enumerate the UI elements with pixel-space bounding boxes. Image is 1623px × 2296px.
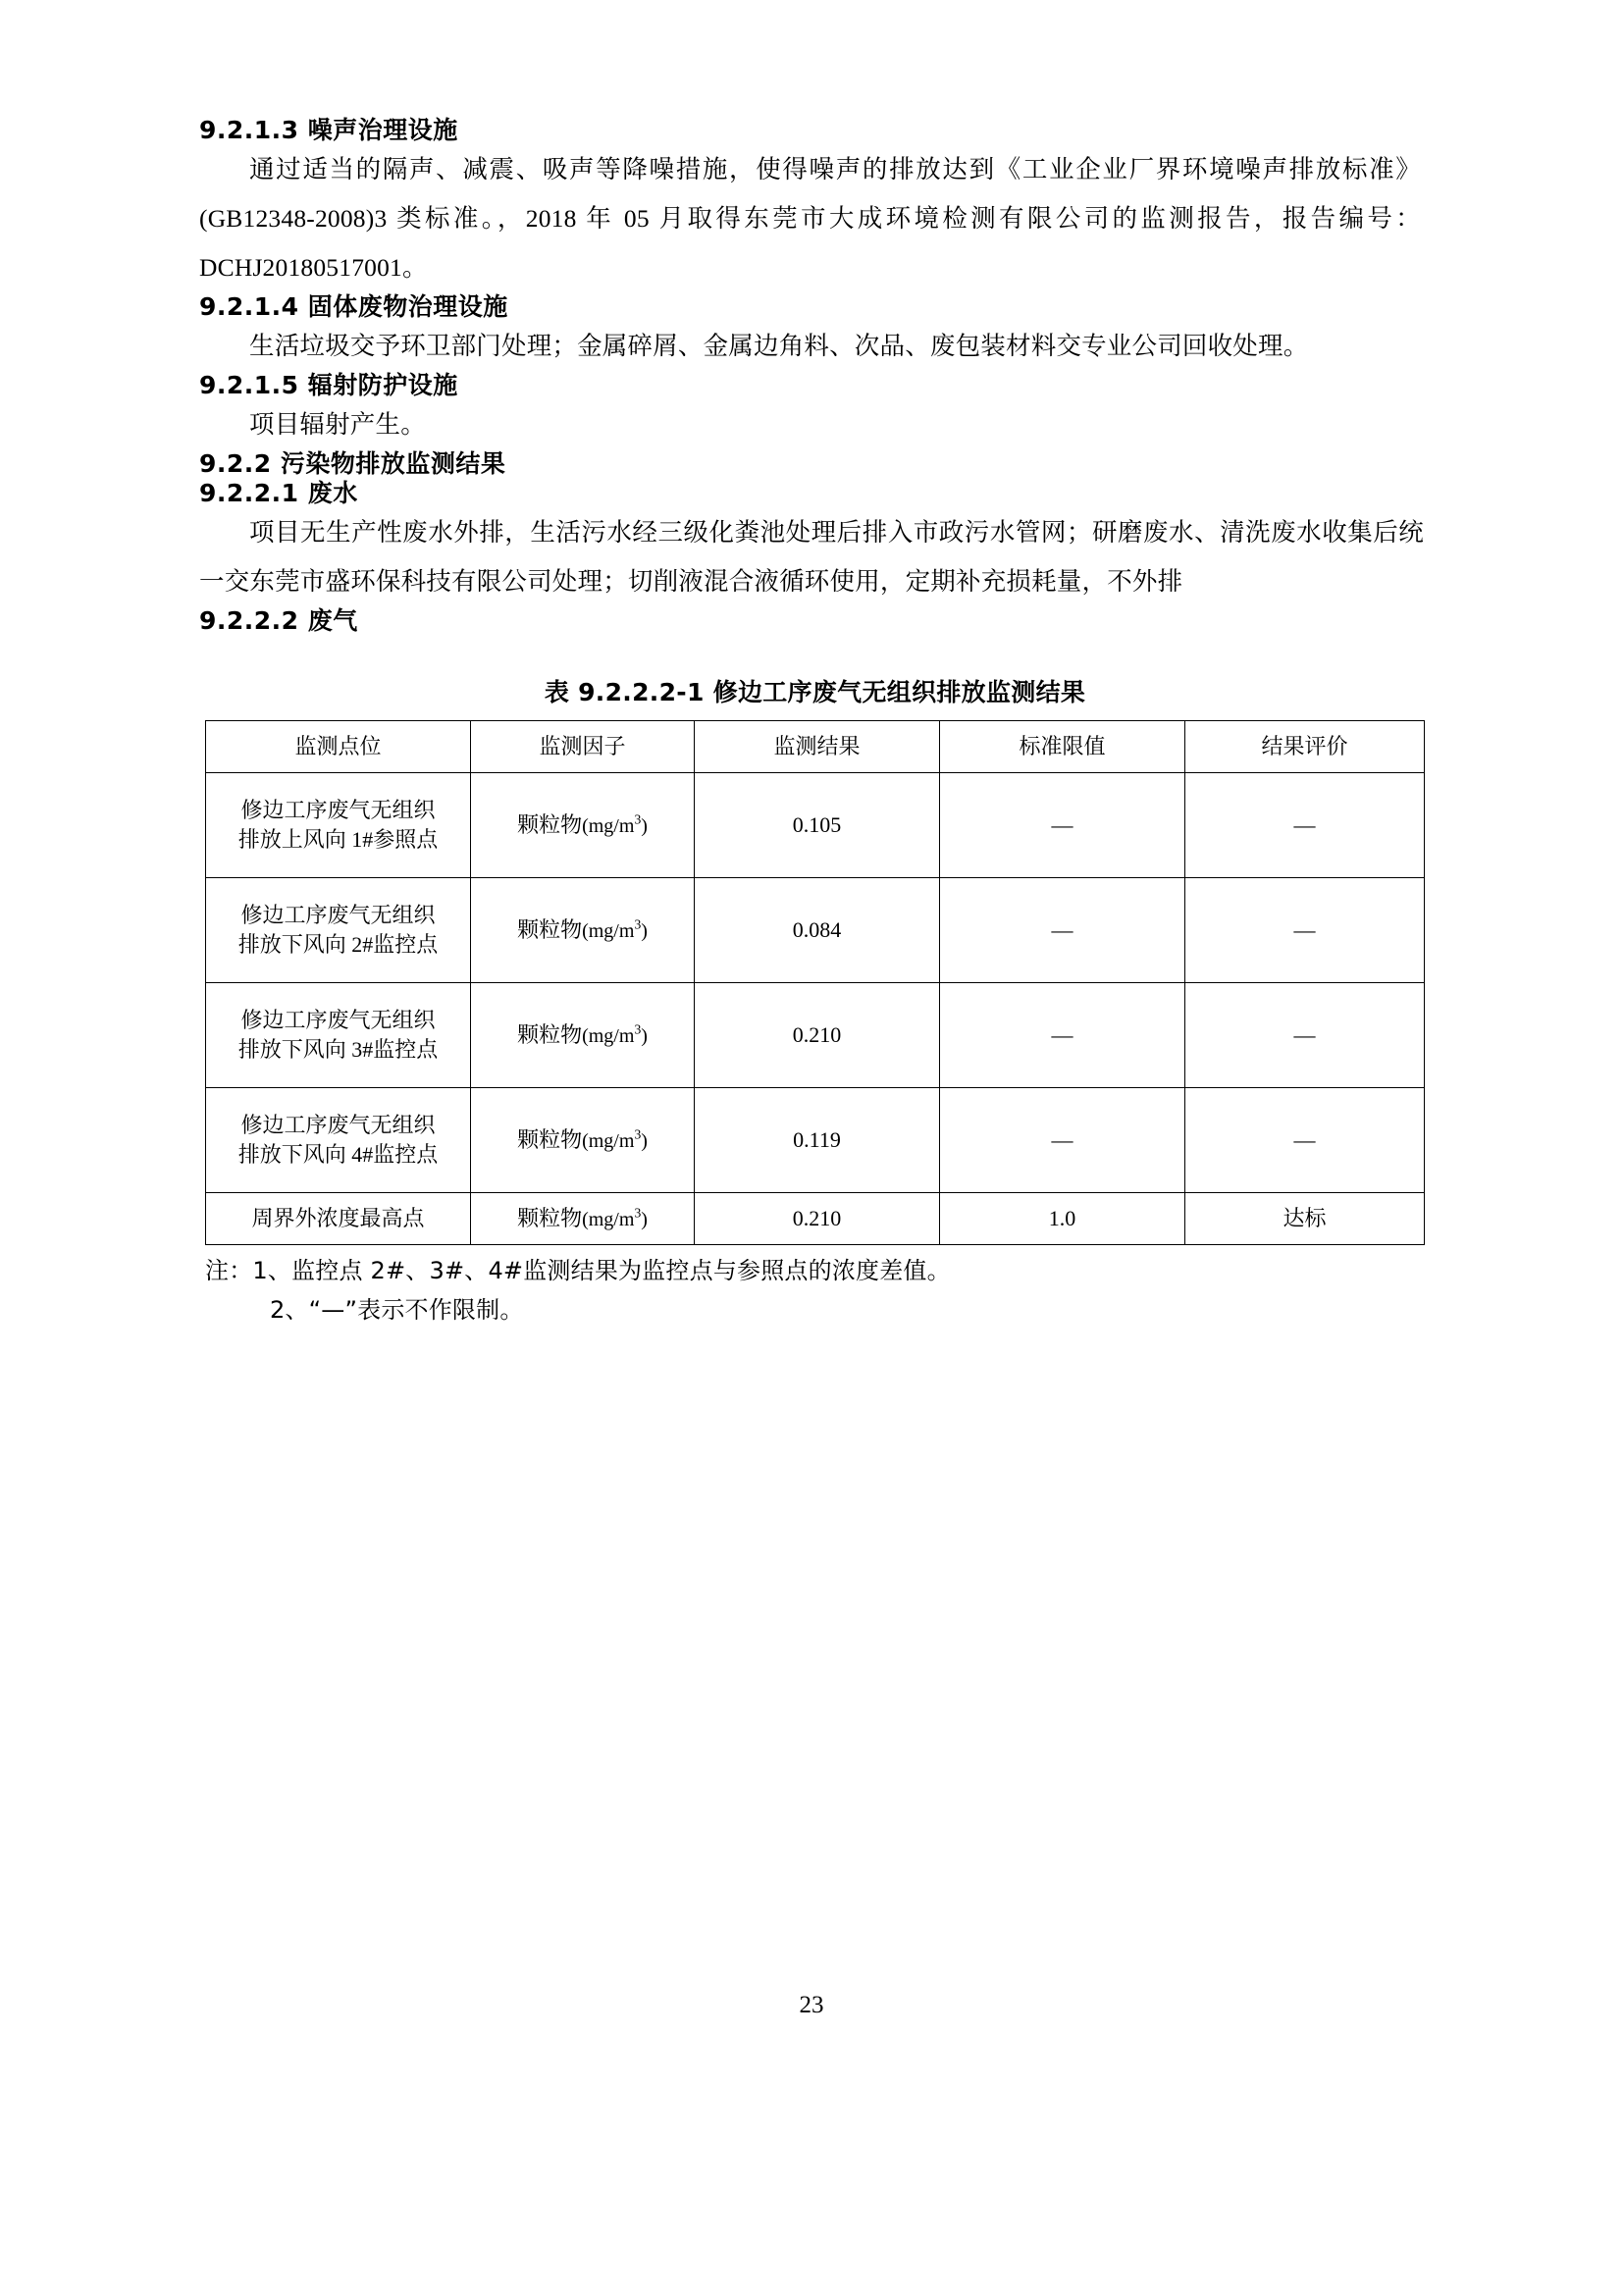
cell-monitoring-point: 修边工序废气无组织 排放下风向 4#监控点 [206,1088,471,1193]
cell-monitoring-point: 修边工序废气无组织 排放下风向 3#监控点 [206,983,471,1088]
table-row [206,983,1425,1088]
cell-monitoring-result: 0.084 [695,878,940,983]
paragraph-radiation: 项目辐射产生。 [249,410,426,439]
cell-monitoring-factor: 颗粒物$(mg/m^3)$ [471,878,695,983]
cell-monitoring-factor: 颗粒物$(mg/m^3)$ [471,773,695,878]
table-row [206,1088,1425,1193]
paragraph-noise: 通过适当的隔声、减震、吸声等降噪措施，使得噪声的排放达到《工业企业厂界环境噪声排放标准》(GB12348-2008)3 类标准。，2018 年 05 月取得东莞市大成环境检测有限公司的监测报告，报告编号：DCHJ20180517001。 [199,155,1421,282]
column-header-result: 监测结果 [695,721,940,773]
cell-result-evaluation: — [1185,878,1425,983]
cell-standard-limit: — [940,983,1185,1088]
table-row [206,773,1425,878]
table-note-1: 注：1、监控点 2#、3#、4#监测结果为监控点与参照点的浓度差值。 [205,1257,951,1284]
cell-monitoring-point: 修边工序废气无组织 排放下风向 2#监控点 [206,878,471,983]
table-note-2: 2、“—”表示不作限制。 [270,1296,524,1324]
heading-9-2-1-5: 9.2.1.5 辐射防护设施 [199,371,458,399]
monitoring-results-table [205,720,1425,1245]
table-row [206,878,1425,983]
cell-result-evaluation: — [1185,1088,1425,1193]
cell-monitoring-point: 修边工序废气无组织 排放上风向 1#参照点 [206,773,471,878]
table-caption: 表 9.2.2.2-1 修边工序废气无组织排放监测结果 [544,678,1086,706]
cell-standard-limit: — [940,1088,1185,1193]
cell-monitoring-result: 0.210 [695,983,940,1088]
cell-monitoring-result: 0.119 [695,1088,940,1193]
column-header-point: 监测点位 [206,721,471,773]
column-header-factor: 监测因子 [471,721,695,773]
cell-monitoring-factor: 颗粒物$(mg/m^3)$ [471,983,695,1088]
cell-monitoring-factor: 颗粒物$(mg/m^3)$ [471,1193,695,1245]
heading-9-2-1-4: 9.2.1.4 固体废物治理设施 [199,292,508,321]
cell-monitoring-result: 0.105 [695,773,940,878]
column-header-evaluation: 结果评价 [1185,721,1425,773]
heading-9-2-2-2: 9.2.2.2 废气 [199,606,358,635]
heading-9-2-1-3: 9.2.1.3 噪声治理设施 [199,116,458,144]
table-row [206,1193,1425,1245]
table-notes [199,1251,1431,1330]
cell-result-evaluation: — [1185,983,1425,1088]
cell-standard-limit: — [940,878,1185,983]
column-header-limit: 标准限值 [940,721,1185,773]
table-header-row [206,721,1425,773]
heading-9-2-2: 9.2.2 污染物排放监测结果 [199,449,506,478]
cell-monitoring-point: 周界外浓度最高点 [206,1193,471,1245]
cell-monitoring-result: 0.210 [695,1193,940,1245]
cell-standard-limit: — [940,773,1185,878]
cell-standard-limit: 1.0 [940,1193,1185,1245]
heading-9-2-2-1: 9.2.2.1 废水 [199,479,358,507]
paragraph-wastewater: 项目无生产性废水外排，生活污水经三级化粪池处理后排入市政污水管网；研磨废水、清洗废水收集后统一交东莞市盛环保科技有限公司处理；切削液混合液循环使用，定期补充损耗量，不外排 [199,518,1424,596]
paragraph-solid-waste: 生活垃圾交予环卫部门处理；金属碎屑、金属边角料、次品、废包装材料交专业公司回收处理。 [249,332,1309,360]
cell-monitoring-factor: 颗粒物$(mg/m^3)$ [471,1088,695,1193]
cell-result-evaluation: 达标 [1185,1193,1425,1245]
page-number: 23 [799,1992,824,2018]
cell-result-evaluation: — [1185,773,1425,878]
